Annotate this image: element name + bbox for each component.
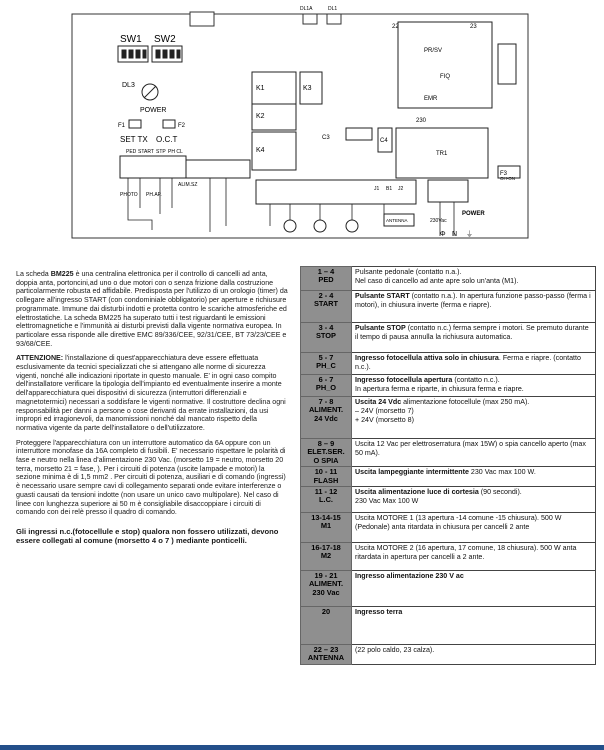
- f3-label: F3: [500, 171, 508, 177]
- terminal-description: Pulsante STOP (contatto n.c.) ferma sempre i motori. Se premuto durante il tempo di pausa annulla la richiusura automatica.: [352, 323, 596, 353]
- attention-paragraph: ATTENZIONE: l'installazione di quest'apparecchiatura deve essere effettuata esclusivamente da tecnici specializzati che si attengano alle norme di sicurezza vigenti, nonché alle indicazioni riportate in questo manuale. E' in ogni caso compito dell'installatore verificare la tipologia dell'impianto ed eventualmente inserire a monte dell'apparecchiatura quei dispositivi di sicurezza (interruttori differenziali e magnetotermici) necessari a soddisfare le vigenti normative. Il costruttore declina ogni responsabilità per danni a persone o cose derivanti da errate installazioni, da usi impropri ed irragionevoli, da manomissioni nonché dal mancato rispetto della normativa vigente da parte dell'installatore o dell'utilizzatore.: [16, 354, 286, 432]
- terminal-row: [301, 467, 596, 487]
- stop-label: STP: [156, 149, 166, 155]
- terminal-row: [301, 487, 596, 513]
- terminal-description: Pulsante START (contatto n.a.). In apertura funzione passo-passo (ferma i motori), in chiusura inverte (ferma e riapre).: [352, 291, 596, 323]
- warning-paragraph: Gli ingressi n.c.(fotocellule e stop) qualora non fossero utilizzati, devono essere collegati al comune (morsetto 4 o 7 ) mediante ponticelli.: [16, 526, 279, 546]
- terminal-description: Ingresso alimentazione 230 V ac: [352, 571, 596, 607]
- terminal-row: [301, 397, 596, 439]
- ph-ap-label: PH.AP.: [146, 192, 162, 198]
- dl3-label: DL3: [122, 82, 135, 89]
- k3-label: K3: [303, 85, 312, 92]
- footer-bar: [0, 745, 604, 750]
- pr-label: PR/SV: [424, 48, 443, 54]
- terminal-table: [300, 266, 596, 665]
- wiring-diagram: [0, 0, 604, 250]
- dl1-label: DL1: [328, 6, 338, 12]
- terminal-key: 7 - 8 ALIMENT. 24 Vdc: [301, 397, 352, 439]
- capacitor: [498, 44, 516, 84]
- c3-label: C3: [322, 135, 330, 141]
- terminal-row: [301, 607, 596, 645]
- terminal-row: [301, 571, 596, 607]
- sw1-label: SW1: [120, 34, 142, 45]
- ph-cl-label: PH CL: [168, 149, 183, 155]
- terminal-key: 8 – 9 ELET.SER. O SPIA: [301, 439, 352, 467]
- top-jumper: [190, 12, 214, 26]
- emc-label: EMR: [424, 96, 438, 102]
- terminal-key: 5 - 7 PH_C: [301, 353, 352, 375]
- terminal-key: 11 - 12 L.C.: [301, 487, 352, 513]
- terminal-row: [301, 323, 596, 353]
- ped-label: PED: [126, 149, 137, 155]
- terminal-key: 22 – 23 ANTENNA: [301, 645, 352, 665]
- photo-label: PHOTO: [120, 192, 138, 198]
- terminal-row: [301, 353, 596, 375]
- k1-label: K1: [256, 85, 265, 92]
- b1-label: B1: [386, 186, 393, 192]
- fuse-f1: [129, 120, 141, 128]
- terminal-row: [301, 291, 596, 323]
- terminal-block-mid: [186, 160, 250, 178]
- oh-on-label: OH-ON: [500, 176, 515, 181]
- terminal-description: (22 polo caldo, 23 calza).: [352, 645, 596, 665]
- power-led-label: POWER: [140, 107, 167, 114]
- top-led-block: [303, 14, 317, 24]
- terminal-description: Uscita MOTORE 1 (13 apertura -14 comune -15 chiusura). 500 W (Pedonale) anta ritardata in chiusura per cancelli 2 ante: [352, 513, 596, 543]
- terminal-key: 6 - 7 PH_O: [301, 375, 352, 397]
- terminal-description: Ingresso fotocellula attiva solo in chiusura. Ferma e riapre. (contatto n.c.).: [352, 353, 596, 375]
- motor-m2-icon: [346, 220, 358, 232]
- phase-symbol: Φ: [440, 231, 446, 238]
- terminal-row: [301, 513, 596, 543]
- terminal-key: 20: [301, 607, 352, 645]
- top-led-block-2: [327, 14, 341, 24]
- terminal-block-power: [428, 180, 468, 202]
- terminal-description: Uscita lampeggiante intermittente 230 Vac max 100 W.: [352, 467, 596, 487]
- conn-230-label: 230Vac: [430, 218, 447, 224]
- terminal-key: 16-17-18 M2: [301, 543, 352, 571]
- tr1-label: TR1: [436, 151, 448, 157]
- set-tx-label: SET TX: [120, 135, 148, 144]
- terminal-key: 19 - 21 ALIMENT. 230 Vac: [301, 571, 352, 607]
- j2-label: J2: [398, 186, 404, 192]
- motor-m1-icon: [314, 220, 326, 232]
- terminal-key: 2 - 4 START: [301, 291, 352, 323]
- start-label: START: [138, 149, 154, 155]
- terminal-row: [301, 645, 596, 665]
- terminal-description: Pulsante pedonale (contatto n.a.). Nel caso di cancello ad ante apre solo un'anta (M1).: [352, 267, 596, 291]
- component-c3: [346, 128, 372, 140]
- alum-label: ALIM.SZ: [178, 182, 198, 188]
- terminal-row: [301, 543, 596, 571]
- terminal-row: [301, 375, 596, 397]
- terminal-description: Uscita MOTORE 2 (16 apertura, 17 comune, 18 chiusura). 500 W anta ritardata in apertura per cancelli a 2 ante.: [352, 543, 596, 571]
- terminal-description: Uscita 24 Vdc alimentazione fotocellule (max 250 mA). – 24V (morsetto 7) + 24V (morsetto 8): [352, 397, 596, 439]
- terminal-description: Ingresso terra: [352, 607, 596, 645]
- lamp-icon: [284, 220, 296, 232]
- terminal-key: 13-14-15 M1: [301, 513, 352, 543]
- pin-22-label: 22: [392, 24, 399, 30]
- terminal-block-left: [120, 156, 186, 178]
- protection-paragraph: Proteggere l'apparecchiatura con un interruttore automatico da 6A oppure con un interruttore monofase da 16A completo di fusibili. E' necessario rispettare le polarità di fase e neutro nella linea d'alimentazione 230 Vac. (morsetto 19 = neutro, morsetto 20 terra, morsetto 21 = fase, ). Per i circuiti di potenza (uscite lampade e motori) la sezione minima è di 1,5 mm2 . Per circuiti di potenza, ausiliari e di comando (ingressi) è necessario usare sempre cavi di collegamento separati onde evitare interferenze o guasti causati da tensioni indotte (non usare un unico cavo multipolare). Nel caso di linee con lunghezza superiore ai 50 m è consigliabile disaccoppiare i circuiti di comando con dei relè presso il quadro di comando.: [16, 438, 286, 517]
- terminal-row: [301, 439, 596, 467]
- f2-label: F2: [178, 123, 186, 129]
- intro-text: [16, 270, 288, 552]
- terminal-description: Uscita 12 Vac per elettroserratura (max 15W) o spia cancello aperto (max 50 mA).: [352, 439, 596, 467]
- antenna-label: ANTENNA: [386, 218, 408, 223]
- oct-label: O.C.T: [156, 135, 178, 144]
- neutral-symbol: N: [452, 231, 458, 238]
- terminal-key: 3 - 4 STOP: [301, 323, 352, 353]
- terminal-key: 1 – 4 PED: [301, 267, 352, 291]
- pin-23-label: 23: [470, 24, 477, 30]
- val-230-label: 230: [416, 118, 427, 124]
- k2-label: K2: [256, 113, 265, 120]
- f1-label: F1: [118, 123, 126, 129]
- terminal-block-motors: [256, 180, 416, 204]
- j1-label: J1: [374, 186, 380, 192]
- terminal-row: [301, 267, 596, 291]
- terminal-description: Ingresso fotocellula apertura (contatto n.c.). In apertura ferma e riparte, in chiusura ferma e riapre.: [352, 375, 596, 397]
- k4-label: K4: [256, 147, 265, 154]
- intro-paragraph-1: La scheda BM225 è una centralina elettronica per il controllo di cancelli ad anta, doppia anta, portoncini,ad uno o due motori con o senza frizione dalla costruzione particolarmente robusta ed affidabile. Predisposta per l'utilizzo di un orologio (timer) da collegare all'ingresso START (con condominiale obbligatorio) per aperture e richiusure programmate. Immune dai disturbi indotti e protetta contro le scariche atmosferiche ed elettrostatiche. La scheda BM225 ha superato tutti i test riguardanti le emissioni elettromagnetiche e l'immunità ai disturbi previsti dalla vigente normativa europea. In particolare essa risponde alle direttive EMC 89/336/CEE, 92/31/CEE, BT 73/23/CEE e 93/68/CEE.: [16, 270, 288, 348]
- power-box-label: POWER: [462, 211, 485, 217]
- c4-label: C4: [380, 138, 388, 144]
- fiq-label: FIQ: [440, 74, 450, 80]
- earth-symbol: ⏚: [466, 231, 473, 238]
- sw2-label: SW2: [154, 34, 176, 45]
- dl1a-label: DL1A: [300, 6, 313, 12]
- transformer-top: [398, 22, 492, 108]
- terminal-description: Uscita alimentazione luce di cortesia (90 secondi). 230 Vac Max 100 W: [352, 487, 596, 513]
- fuse-f2: [163, 120, 175, 128]
- terminal-key: 10 - 11 FLASH: [301, 467, 352, 487]
